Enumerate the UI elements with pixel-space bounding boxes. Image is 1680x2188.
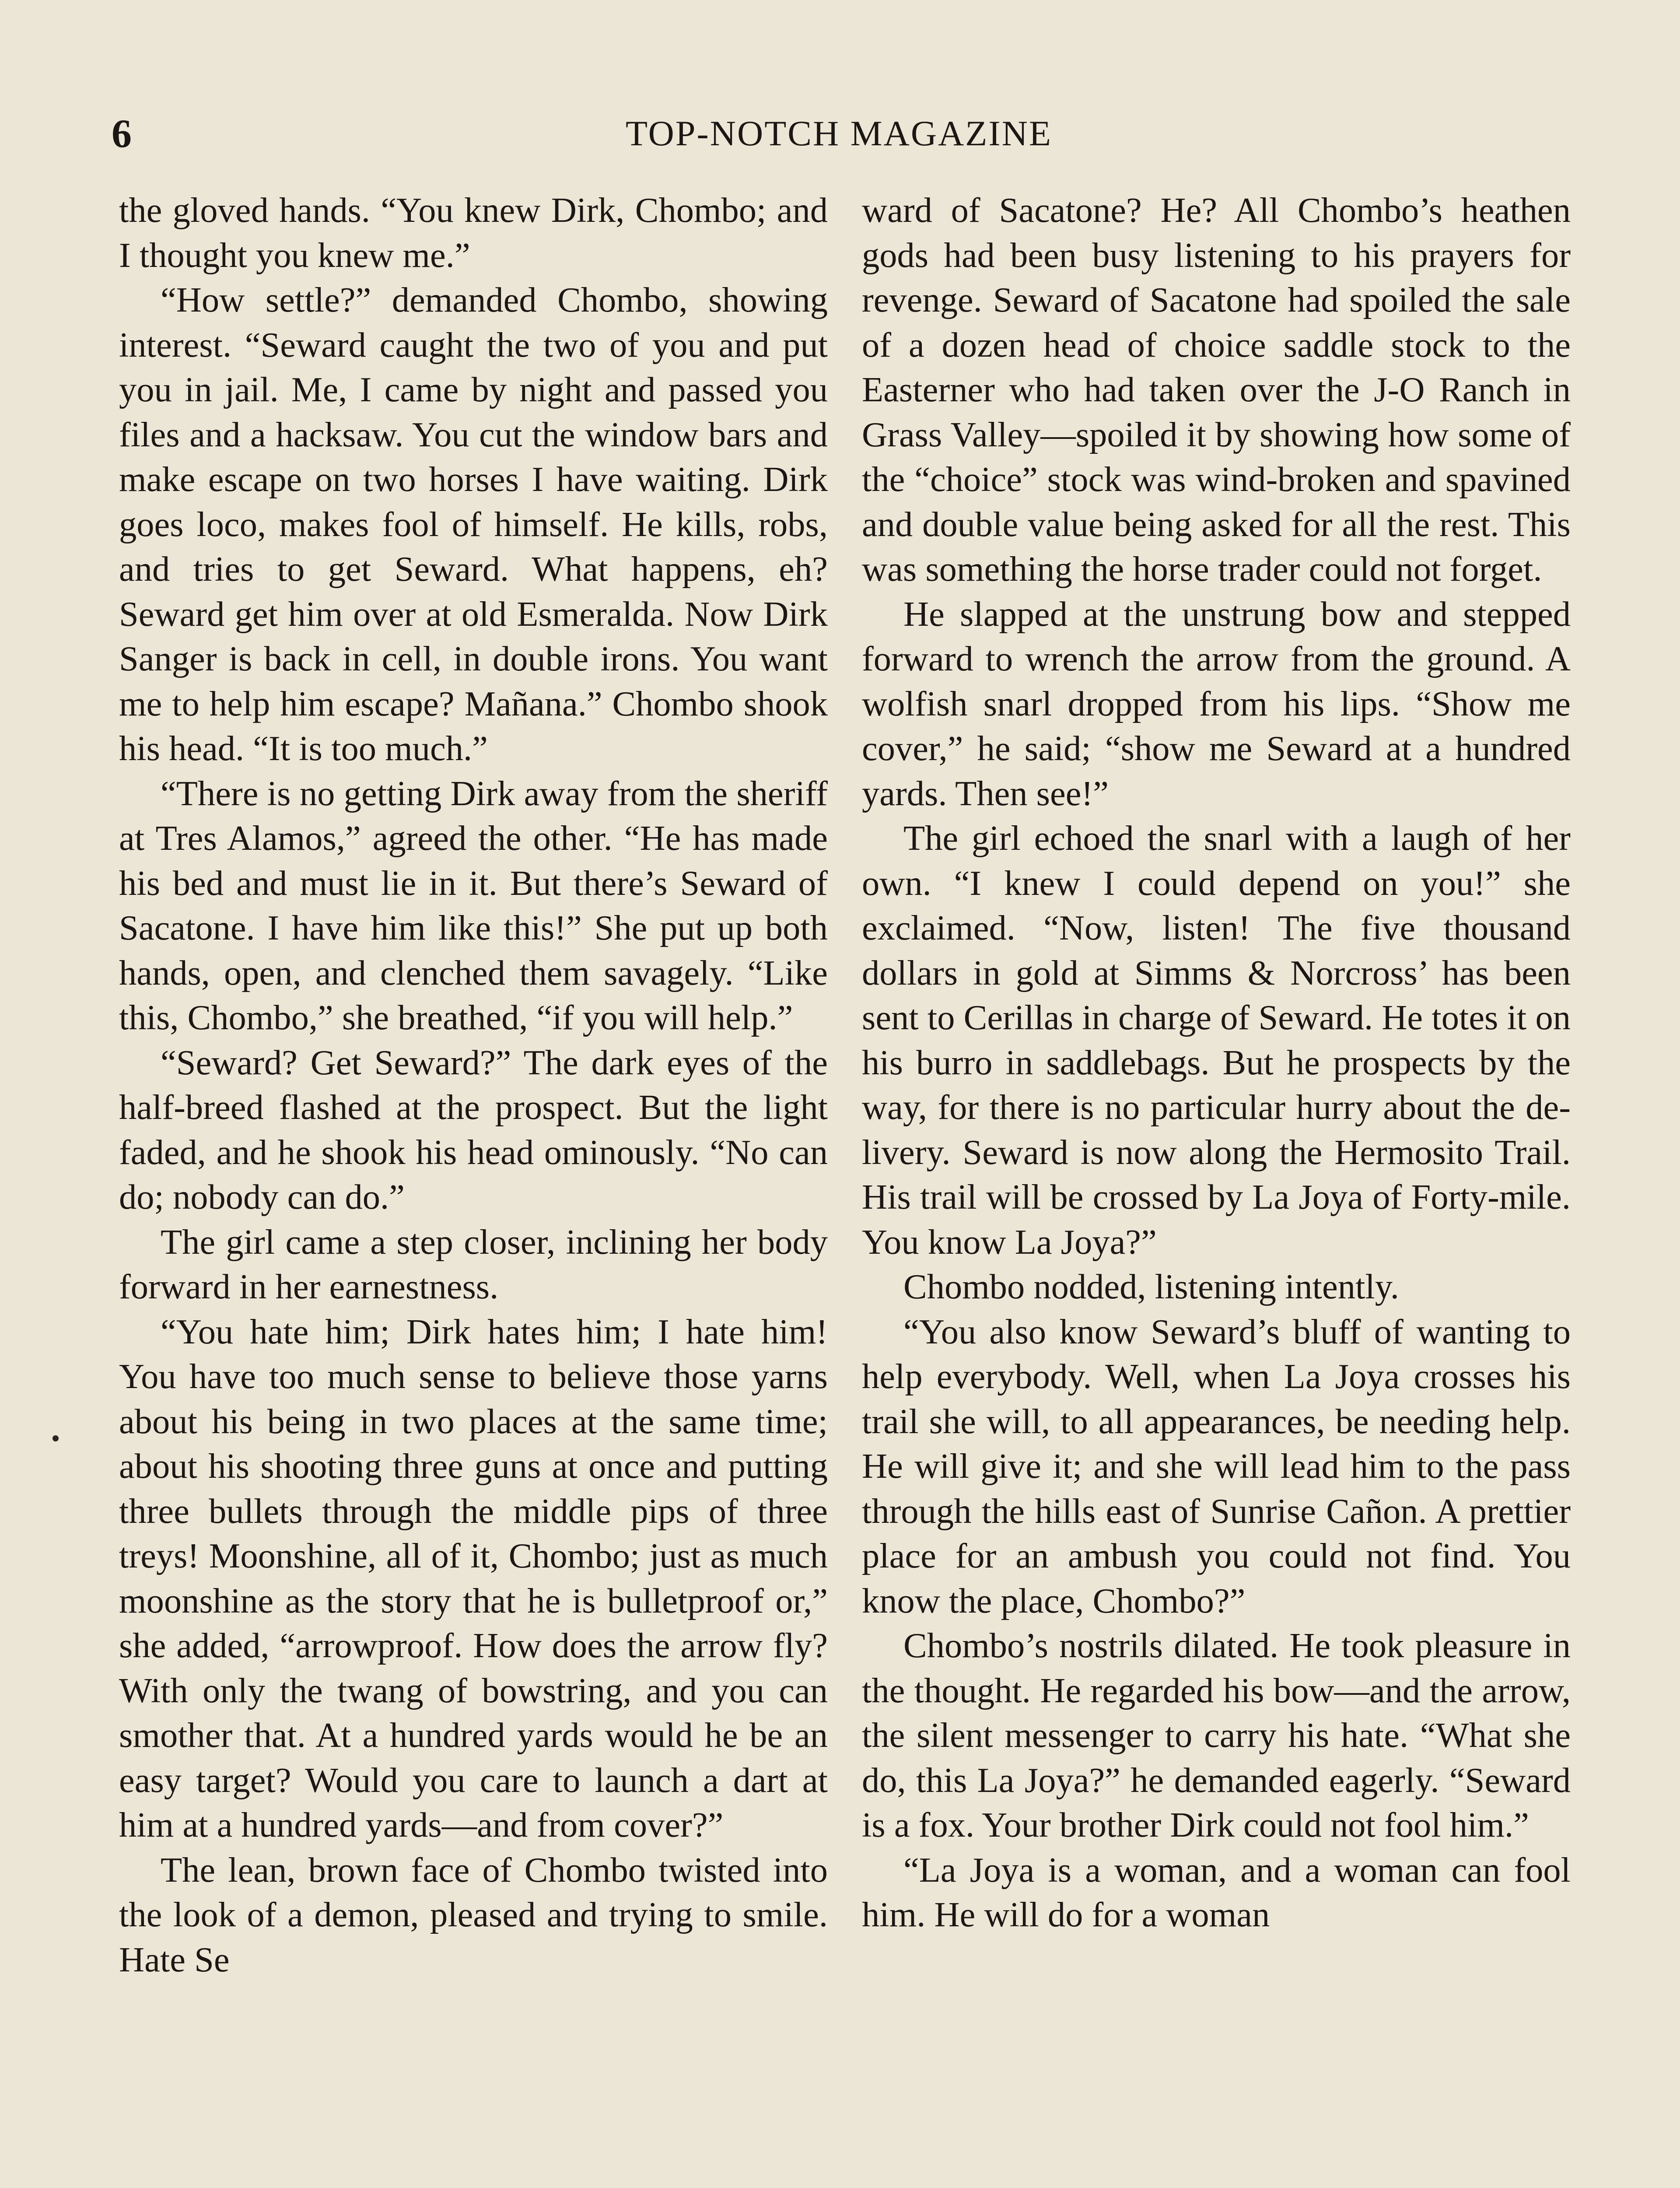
paragraph: ward of Sacatone? He? All Chombo’s heathen gods had been busy listening to his prayers for revenge. Seward of Sacatone had spoiled the sale of a dozen head of choice saddle stock to the Easterner who had taken over the J-O Ranch in Grass Valley—spoiled it by showing how some of the “choice” stock was wind-broken and spavined and double value being asked for all the rest. This was something the horse trader could not forget. [862, 191, 1571, 589]
page-number: 6 [112, 111, 132, 156]
right-column [862, 188, 1571, 2188]
print-speck [52, 1435, 59, 1441]
paragraph: Chombo nodded, listening intently. [903, 1267, 1399, 1306]
paragraph: “La Joya is a woman, and a woman can fool him. He will do for a woman [862, 1850, 1571, 1934]
paragraph: the gloved hands. “You knew Dirk, Chombo; and I thought you knew me.” [119, 191, 828, 275]
page-header [112, 105, 1566, 162]
paragraph: “How settle?” demanded Chombo, showing interest. “Seward caught the two of you and put you in jail. Me, I came by night and passed you files and a hacksaw. You cut the window bars and make escape on two horses I have waiting. Dirk goes loco, makes fool of himself. He kills, robs, and tries to get Seward. What happens, eh? Seward get him over at old Esmeralda. Now Dirk Sanger is back in cell, in double irons. You want me to help him escape? Mañana.” Chombo shook his head. “It is too much.” [119, 281, 828, 768]
paragraph: The girl echoed the snarl with a laugh of her own. “I knew I could depend on you!” she exclaimed. “Now, listen! The five thousand dollars in gold at Simms & Norcross’ has been sent to Cerillas in charge of Seward. He totes it on his burro in saddlebags. But he prospects by the way, for there is no particular hurry about the delivery. Seward is now along the Hermosito Trail. His trail will be crossed by La Joya of Forty-mile. You know La Joya?” [862, 819, 1571, 1262]
running-head: TOP-NOTCH MAGAZINE [626, 113, 1052, 153]
paragraph: “You also know Seward’s bluff of wanting to help everybody. Well, when La Joya crosses his trail she will, to all appearances, be needing help. He will give it; and she will lead him to the pass through the hills east of Sunrise Cañon. A prettier place for an ambush you could not find. You know the place, Chombo?” [862, 1312, 1571, 1620]
paragraph: “Seward? Get Seward?” The dark eyes of the half-breed flashed at the prospect. But the light faded, and he shook his head ominously. “No can do; nobody can do.” [119, 1043, 828, 1217]
paragraph: Chombo’s nostrils dilated. He took pleasure in the thought. He regarded his bow—and the arrow, the silent messenger to carry his hate. “What she do, this La Joya?” he demanded eagerly. “Seward is a fox. Your brother Dirk could not fool him.” [862, 1626, 1571, 1844]
paragraph: The lean, brown face of Chombo twisted into the look of a demon, pleased and trying to smile. Hate Se [119, 1850, 828, 1979]
left-column [119, 188, 828, 2188]
paragraph: The girl came a step closer, inclining her body forward in her earnestness. [119, 1222, 828, 1306]
paragraph: “You hate him; Dirk hates him; I hate him! You have too much sense to believe those yarns about his being in two places at the same time; about his shooting three guns at once and putting three bullets through the middle pips of three treys! Moonshine, all of it, Chombo; just as much moonshine as the story that he is bulletproof or,” she added, “arrowproof. How does the arrow fly? With only the twang of bowstring, and you can smother that. At a hundred yards would he be an easy target? Would you care to launch a dart at him at a hundred yards—and from cover?” [119, 1312, 828, 1844]
paragraph: “There is no getting Dirk away from the sheriff at Tres Alamos,” agreed the other. “He has made his bed and must lie in it. But there’s Seward of Sacatone. I have him like this!” She put up both hands, open, and clenched them savagely. “Like this, Chombo,” she breathed, “if you will help.” [119, 774, 828, 1037]
paragraph: He slapped at the unstrung bow and stepped forward to wrench the arrow from the ground. A wolfish snarl dropped from his lips. “Show me cover,” he said; “show me Seward at a hundred yards. Then see!” [862, 594, 1571, 813]
